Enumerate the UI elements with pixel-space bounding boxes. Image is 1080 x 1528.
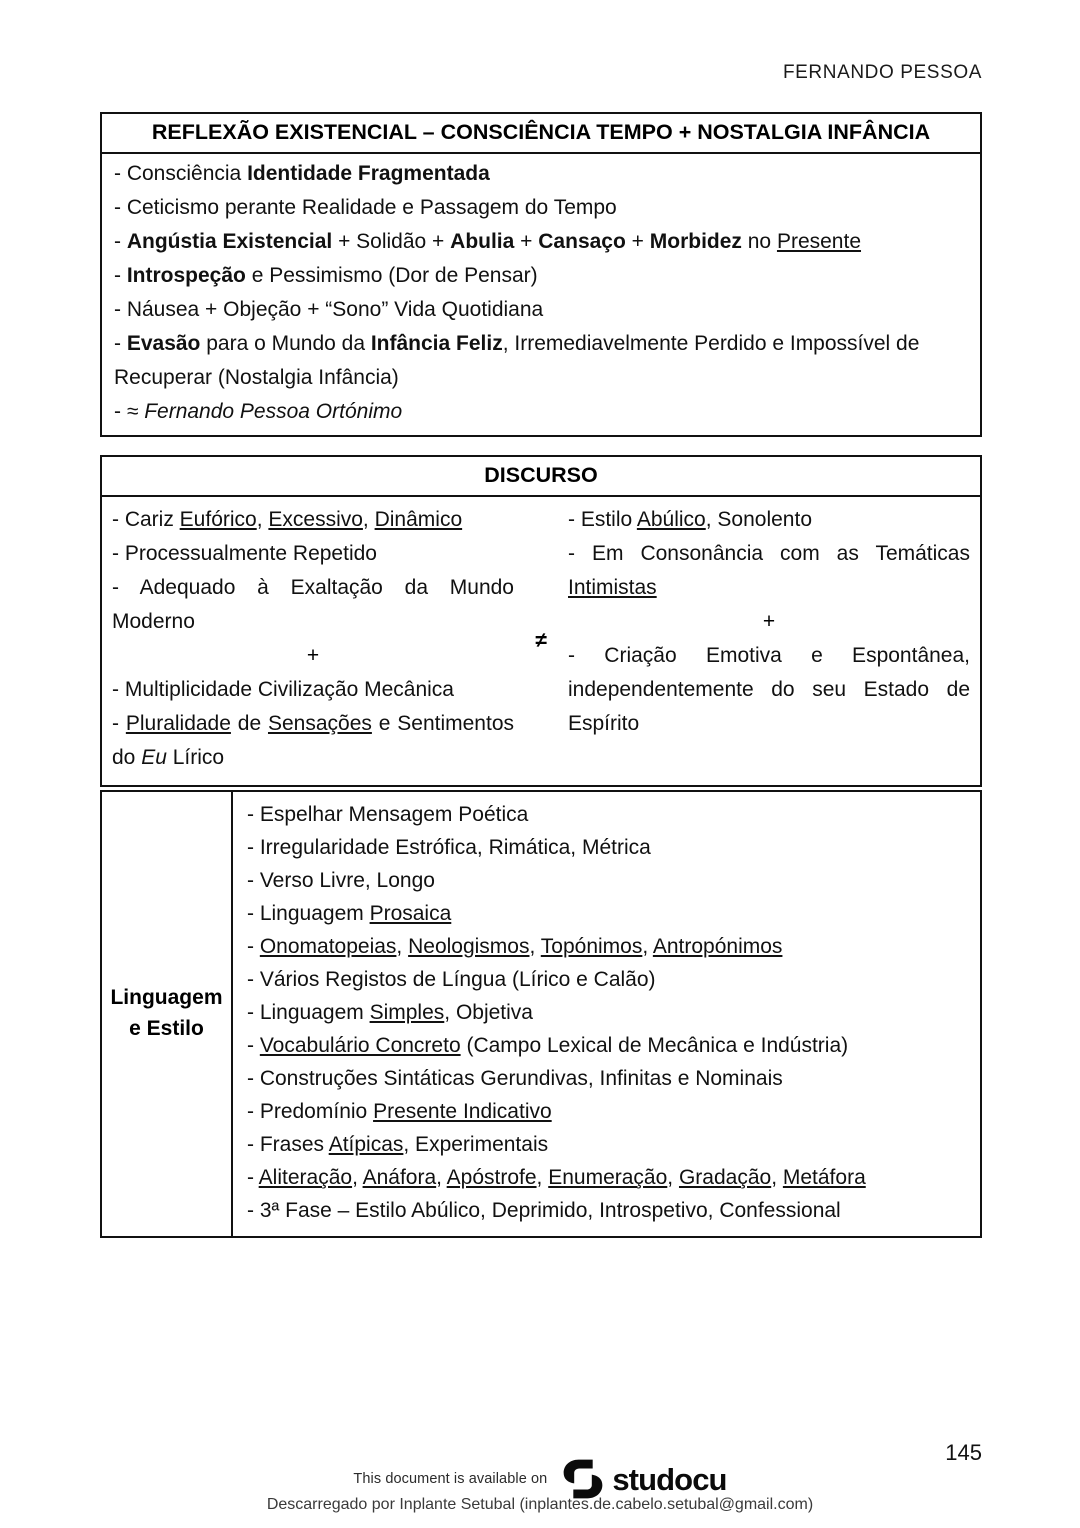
- discurso-operator: ≠: [535, 629, 547, 653]
- list-item: - Verso Livre, Longo: [247, 868, 435, 892]
- table-row: - ≈ Fernando Pessoa Ortónimo: [114, 400, 403, 424]
- table-row: - Multiplicidade Civilização Mecânica: [112, 678, 454, 702]
- table-row: - Evasão para o Mundo da Infância Feliz, Irremediavelmente Perdido e Impossível de Recuperar (Nostalgia Infância): [114, 332, 920, 390]
- list-item: - Linguagem Simples, Objetiva: [247, 1000, 533, 1024]
- list-item: - Vários Registos de Língua (Lírico e Calão): [247, 967, 656, 991]
- linguagem-label-line1: Linguagem: [110, 986, 223, 1010]
- table-linguagem-e-estilo: [100, 790, 982, 1238]
- studocu-mark-icon: [561, 1457, 605, 1501]
- list-item: - Espelhar Mensagem Poética: [247, 803, 529, 826]
- list-item: - Irregularidade Estrófica, Rimática, Métrica: [247, 835, 651, 859]
- list-item: - Vocabulário Concreto (Campo Lexical de Mecânica e Indústria): [247, 1033, 849, 1057]
- studocu-logo: [561, 1457, 726, 1501]
- discurso-left-column: [102, 497, 524, 785]
- linguagem-items-list: [233, 792, 980, 1236]
- table-reflexao-existencial: [100, 112, 982, 437]
- table-row: - Estilo Abúlico, Sonolento: [568, 508, 813, 532]
- discurso-right-plus: +: [762, 610, 776, 634]
- table-row: - Processualmente Repetido: [112, 542, 377, 566]
- linguagem-row-label: [102, 792, 233, 1236]
- download-attribution: Descarregado por Inplante Setubal (inplantes.de.cabelo.setubal@gmail.com): [266, 1496, 814, 1513]
- table-row: - Angústia Existencial + Solidão + Abulia + Cansaço + Morbidez no Presente: [114, 230, 862, 254]
- list-item: - Aliteração, Anáfora, Apóstrofe, Enumeração, Gradação, Metáfora: [247, 1165, 866, 1189]
- table-reflexao-title: REFLEXÃO EXISTENCIAL – CONSCIÊNCIA TEMPO + NOSTALGIA INFÂNCIA: [102, 114, 980, 154]
- list-item: - Frases Atípicas, Experimentais: [247, 1132, 549, 1156]
- studocu-available-text: This document is available on: [353, 1471, 548, 1487]
- list-item: - Onomatopeias, Neologismos, Topónimos, Antropónimos: [247, 934, 783, 958]
- page-number: 145: [945, 1440, 982, 1465]
- table-row: - Náusea + Objeção + “Sono” Vida Quotidiana: [114, 298, 544, 322]
- list-item: - 3ª Fase – Estilo Abúlico, Deprimido, Introspetivo, Confessional: [247, 1198, 841, 1222]
- discurso-left-plus: +: [306, 644, 320, 668]
- list-item: - Construções Sintáticas Gerundivas, Infinitas e Nominais: [247, 1066, 783, 1090]
- studocu-brand-text: studocu: [612, 1461, 727, 1497]
- studocu-watermark: [0, 1457, 1080, 1501]
- discurso-right-column: [558, 497, 980, 785]
- table-row: - Cariz Eufórico, Excessivo, Dinâmico: [112, 508, 463, 532]
- table-reflexao-body: [102, 154, 980, 435]
- table-row: - Pluralidade de Sensações e Sentimentos do Eu Lírico: [112, 712, 514, 770]
- table-discurso: [100, 455, 982, 787]
- table-row: - Em Consonância com as Temáticas Intimistas: [568, 542, 970, 600]
- table-row: - Adequado à Exaltação da Mundo Moderno: [112, 576, 514, 634]
- running-header-title: FERNANDO PESSOA: [782, 62, 982, 83]
- table-discurso-body: [102, 497, 980, 785]
- list-item: - Linguagem Prosaica: [247, 901, 452, 925]
- table-discurso-title: DISCURSO: [102, 457, 980, 497]
- table-row: - Criação Emotiva e Espontânea, independentemente do seu Estado de Espírito: [568, 644, 970, 736]
- linguagem-label-line2: e Estilo: [129, 1016, 204, 1040]
- table-row: - Ceticismo perante Realidade e Passagem do Tempo: [114, 196, 617, 220]
- table-row: - Introspeção e Pessimismo (Dor de Pensar): [114, 264, 538, 288]
- list-item: - Predomínio Presente Indicativo: [247, 1099, 552, 1123]
- table-row: - Consciência Identidade Fragmentada: [114, 162, 490, 186]
- table-linguagem-body: [102, 792, 980, 1236]
